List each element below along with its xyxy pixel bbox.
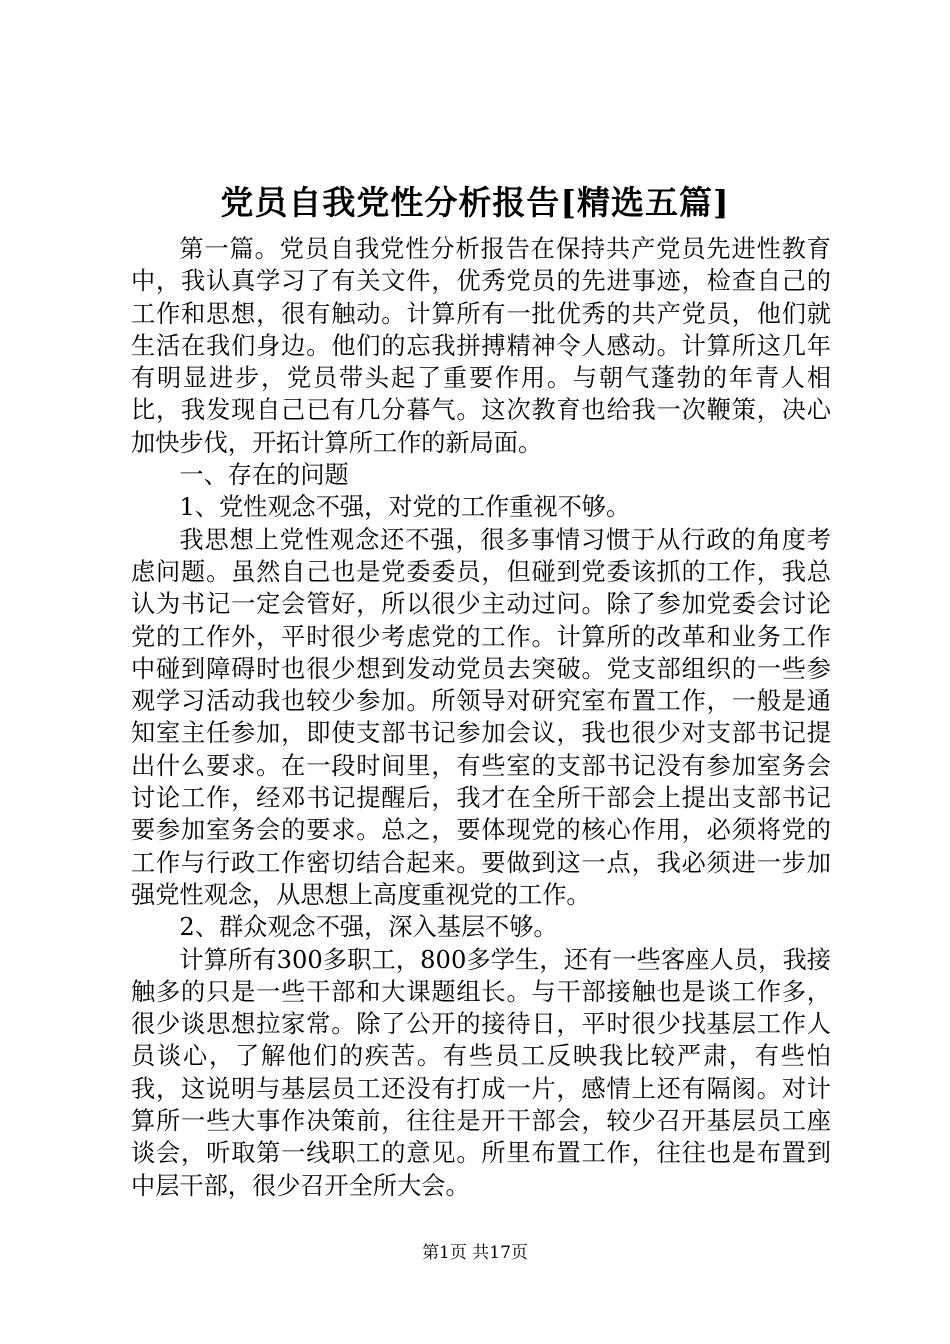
page-footer: 第1页 共17页 <box>422 1243 528 1263</box>
paragraph-mass-view: 计算所有300多职工，800多学生，还有一些客座人员，我接触多的只是一些干部和大课题组长。与干部接触也是谈工作多，很少谈思想拉家常。除了公开的接待日，平时很少找基层工作人员谈心，了解他们的疾苦。有些员工反映我比较严肃，有些怕我，这说明与基层员工还没有打成一片，感情上还有隔阂。对计算所一些大事作决策前，往往是开干部会，较少召开基层员工座谈会，听取第一线职工的意见。所里布置工作，往往也是布置到中层干部，很少召开全所大会。 <box>131 945 831 1200</box>
paragraph-party-spirit: 我思想上党性观念还不强，很多事情习惯于从行政的角度考虑问题。虽然自己也是党委委员，但碰到党委该抓的工作，我总认为书记一定会管好，所以很少主动过问。除了参加党委会讨论党的工作外，平时很少考虑党的工作。计算所的改革和业务工作中碰到障碍时也很少想到发动党员去突破。党支部组织的一些参观学习活动我也较少参加。所领导对研究室布置工作，一般是通知室主任参加，即使支部书记参加会议，我也很少对支部书记提出什么要求。在一段时间里，有些室的支部书记没有参加室务会讨论工作，经邓书记提醒后，我才在全所干部会上提出支部书记要参加室务会的要求。总之，要体现党的核心作用，必须将党的工作与行政工作密切结合起来。要做到这一点，我必须进一步加强党性观念，从思想上高度重视党的工作。 <box>131 525 831 909</box>
subheading-mass-view: 2、群众观念不强，深入基层不够。 <box>179 913 558 942</box>
document-title: 党员自我党性分析报告[精选五篇] <box>220 183 730 222</box>
document-body <box>131 233 831 1202</box>
section-heading-problems: 一、存在的问题 <box>179 461 349 490</box>
subheading-party-spirit: 1、党性观念不强，对党的工作重视不够。 <box>179 493 631 522</box>
paragraph-intro: 第一篇。党员自我党性分析报告在保持共产党员先进性教育中，我认真学习了有关文件，优秀党员的先进事迹，检查自己的工作和思想，很有触动。计算所有一批优秀的共产党员，他们就生活在我们身边。他们的忘我拼搏精神令人感动。计算所这几年有明显进步，党员带头起了重要作用。与朝气蓬勃的年青人相比，我发现自己已有几分暮气。这次教育也给我一次鞭策，决心加快步伐，开拓计算所工作的新局面。 <box>131 235 831 457</box>
